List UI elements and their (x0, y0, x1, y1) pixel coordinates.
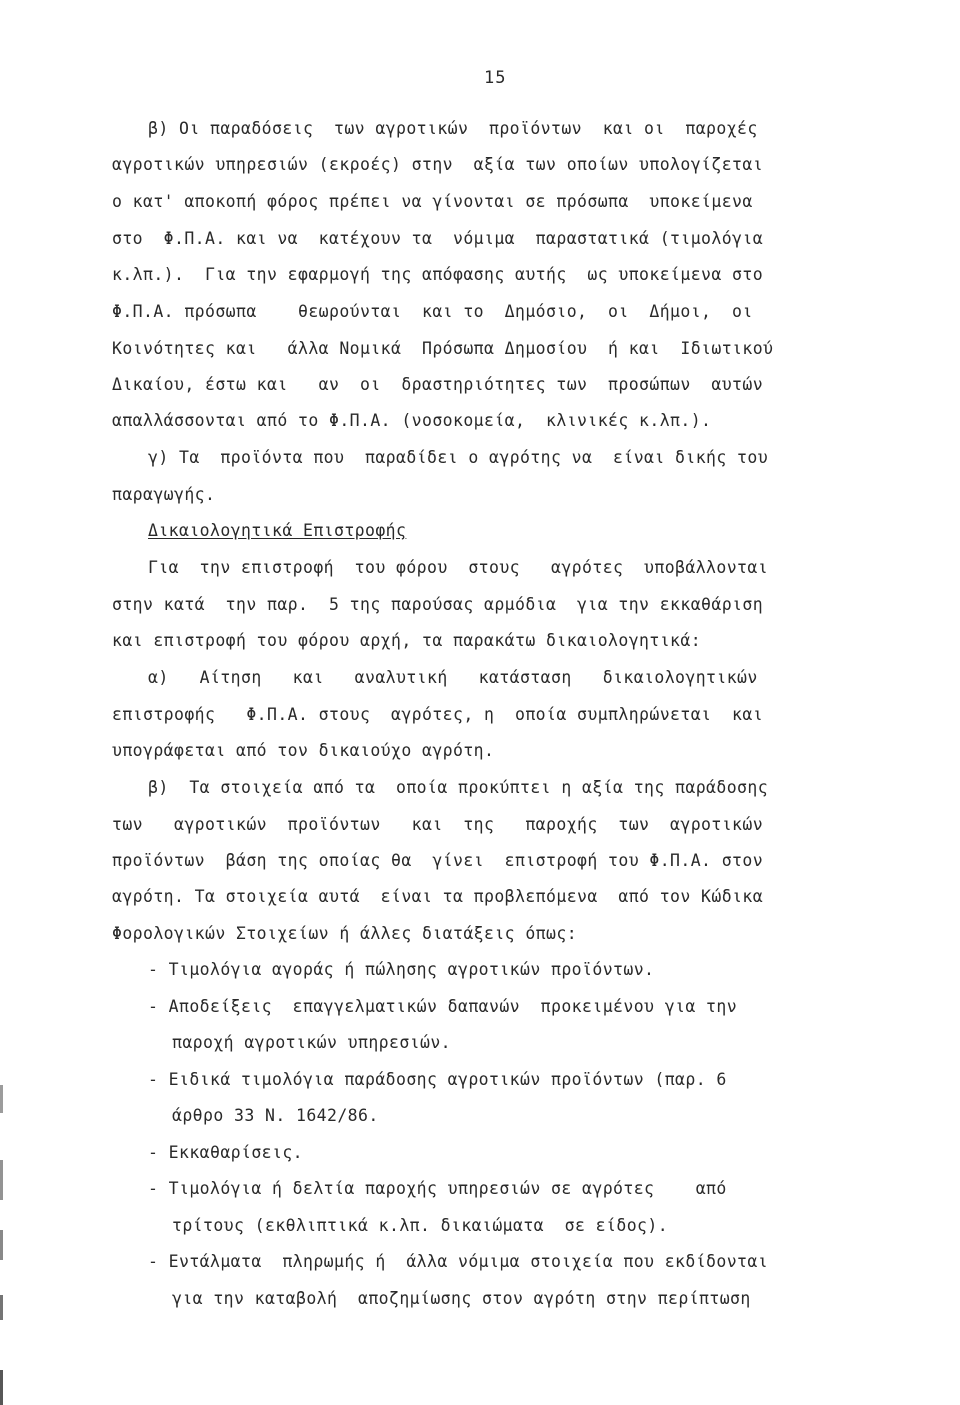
list-item: - Ειδικά τιμολόγια παράδοσης αγροτικών προϊόντων (παρ. 6 (148, 1070, 727, 1089)
list-item: - Εκκαθαρίσεις. (148, 1143, 304, 1162)
text-line: Κοινότητες και άλλα Νομικά Πρόσωπα Δημοσίου ή και Ιδιωτικού (112, 339, 774, 358)
text-line: γ) Τα προϊόντα που παραδίδει ο αγρότης να είναι δικής του (148, 448, 769, 467)
text-line: και επιστροφή του φόρου αρχή, τα παρακάτω δικαιολογητικά: (112, 631, 702, 650)
page-number: 15 (484, 68, 507, 88)
text-line: Δικαίου, έστω και αν οι δραστηριότητες των προσώπων αυτών (112, 375, 764, 394)
text-line: Φορολογικών Στοιχείων ή άλλες διατάξεις όπως: (112, 924, 578, 943)
text-line: προϊόντων βάση της οποίας θα γίνει επιστροφή του Φ.Π.Α. στον (112, 851, 764, 870)
text-line: παροχή αγροτικών υπηρεσιών. (172, 1033, 452, 1052)
text-line: α) Αίτηση και αναλυτική κατάσταση δικαιολογητικών (148, 668, 758, 687)
list-item: - Εντάλματα πληρωμής ή άλλα νόμιμα στοιχεία που εκδίδονται (148, 1252, 769, 1271)
scan-margin-mark (0, 1230, 3, 1260)
text-line: για την καταβολή αποζημίωσης στον αγρότη στην περίπτωση (172, 1289, 751, 1308)
text-line: των αγροτικών προϊόντων και της παροχής των αγροτικών (112, 815, 764, 834)
text-line: β) Οι παραδόσεις των αγροτικών προϊόντων και οι παροχές (148, 119, 758, 138)
text-line: αγροτικών υπηρεσιών (εκροές) στην αξία των οποίων υπολογίζεται (112, 155, 764, 174)
text-line: β) Τα στοιχεία από τα οποία προκύπτει η αξία της παράδοσης (148, 778, 769, 797)
text-line: Για την επιστροφή του φόρου στους αγρότες υποβάλλονται (148, 558, 769, 577)
scan-margin-mark (0, 1295, 3, 1320)
text-line: στην κατά την παρ. 5 της παρούσας αρμόδια για την εκκαθάριση (112, 595, 764, 614)
scan-margin-mark (0, 1370, 3, 1405)
text-line: άρθρο 33 Ν. 1642/86. (172, 1106, 379, 1125)
text-line: ο κατ' αποκοπή φόρος πρέπει να γίνονται σε πρόσωπα υποκείμενα (112, 192, 753, 211)
text-line: παραγωγής. (112, 485, 216, 504)
text-line: τρίτους (εκθλιπτικά κ.λπ. δικαιώματα σε είδος). (172, 1216, 669, 1235)
text-line: επιστροφής Φ.Π.Α. στους αγρότες, η οποία συμπληρώνεται και (112, 705, 764, 724)
text-line: κ.λπ.). Για την εφαρμογή της απόφασης αυτής ως υποκείμενα στο (112, 265, 764, 284)
list-item: - Αποδείξεις επαγγελματικών δαπανών προκειμένου για την (148, 997, 738, 1016)
text-line: απαλλάσσονται από το Φ.Π.Α. (νοσοκομεία, κλινικές κ.λπ.). (112, 411, 712, 430)
text-line: στο Φ.Π.Α. και να κατέχουν τα νόμιμα παραστατικά (τιμολόγια (112, 229, 764, 248)
scan-margin-mark (0, 1160, 3, 1200)
scan-margin-mark (0, 1085, 3, 1113)
list-item: - Τιμολόγια ή δελτία παροχής υπηρεσιών σε αγρότες από (148, 1179, 727, 1198)
text-line: υπογράφεται από τον δικαιούχο αγρότη. (112, 741, 495, 760)
text-line: Φ.Π.Α. πρόσωπα θεωρούνται και το Δημόσιο, οι Δήμοι, οι (112, 302, 753, 321)
text-line: αγρότη. Τα στοιχεία αυτά είναι τα προβλεπόμενα από τον Κώδικα (112, 887, 764, 906)
list-item: - Τιμολόγια αγοράς ή πώλησης αγροτικών προϊόντων. (148, 960, 655, 979)
section-heading: Δικαιολογητικά Επιστροφής (148, 521, 407, 540)
